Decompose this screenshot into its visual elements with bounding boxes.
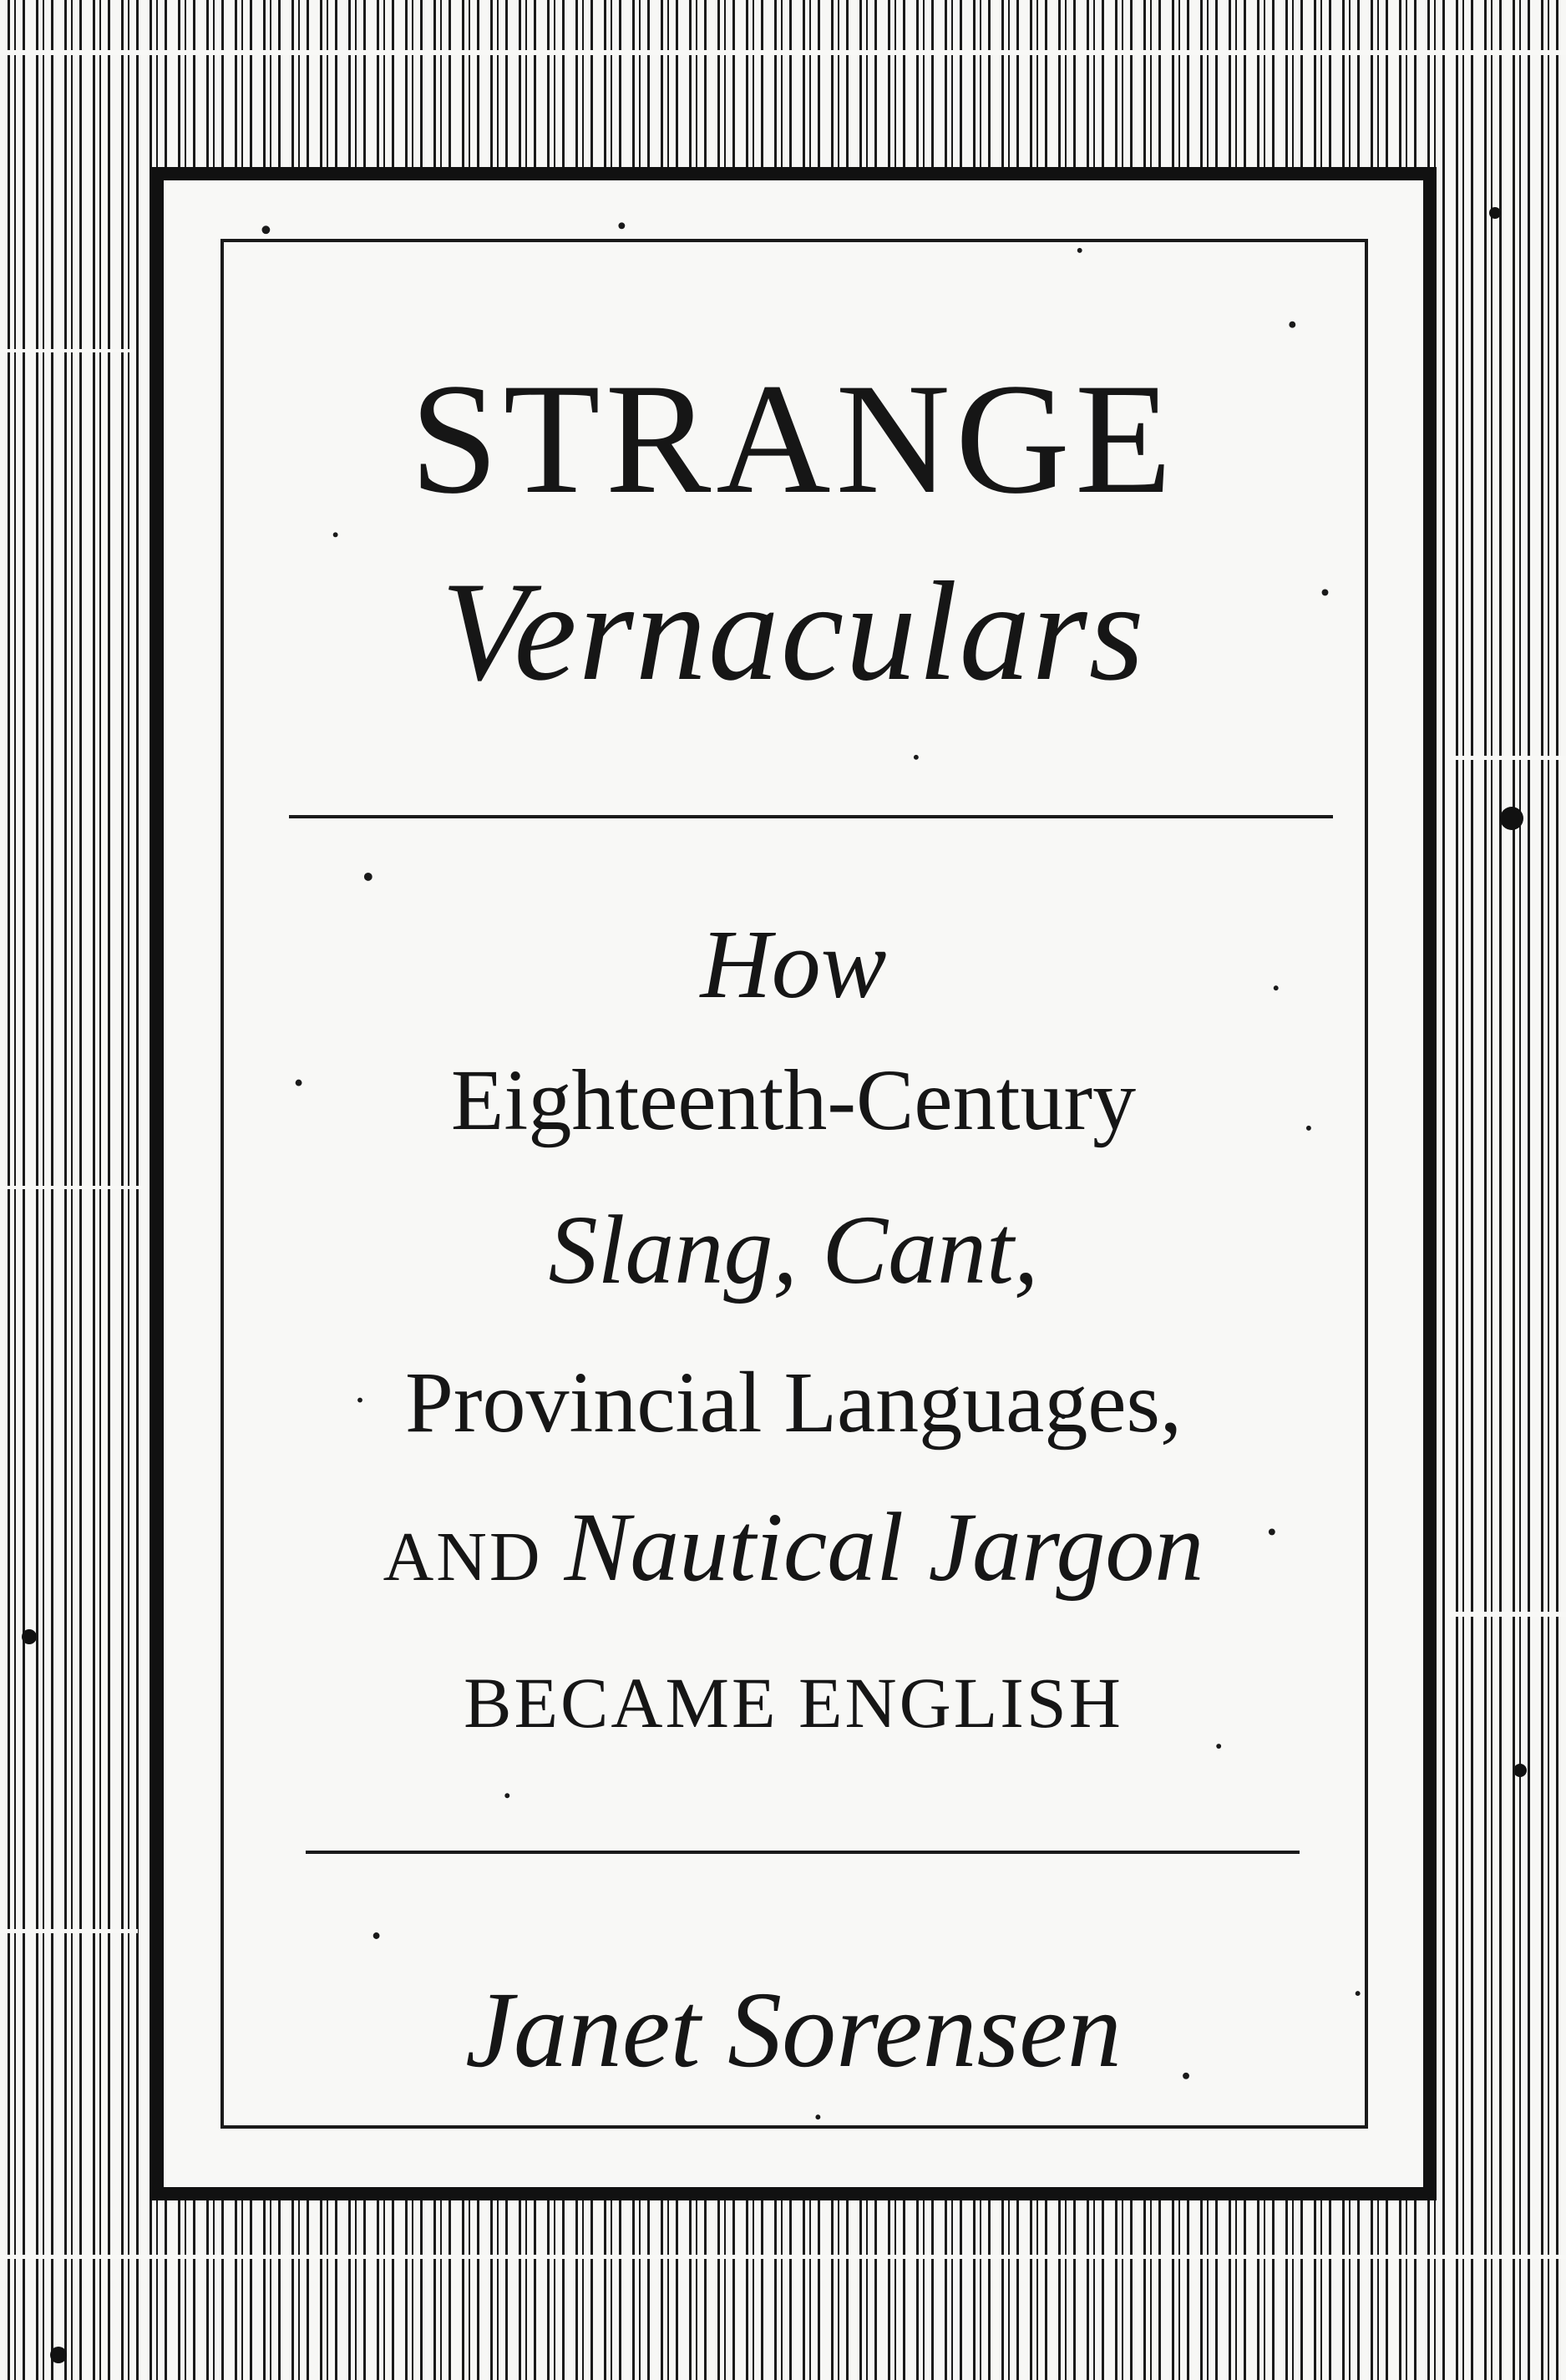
book-title: STRANGE [409,352,1178,527]
subtitle-nautical-jargon: Nautical Jargon [564,1492,1204,1602]
subtitle-line-2: Eighteenth-Century [450,1052,1137,1148]
subtitle-line-3: Slang, Cant, [548,1195,1039,1304]
subtitle-line-4: Provincial Languages, [405,1355,1182,1451]
subtitle-line-5 [164,1492,1423,1602]
author-divider [306,1851,1300,1854]
author-name: Janet Sorensen [465,1970,1122,2090]
subtitle-line-6: BECAME ENGLISH [464,1663,1123,1743]
book-title-italic: Vernaculars [441,553,1146,710]
title-divider [289,815,1333,818]
outer-frame [150,167,1437,2200]
subtitle-and: AND [383,1518,543,1596]
subtitle-line-1: How [700,909,887,1019]
